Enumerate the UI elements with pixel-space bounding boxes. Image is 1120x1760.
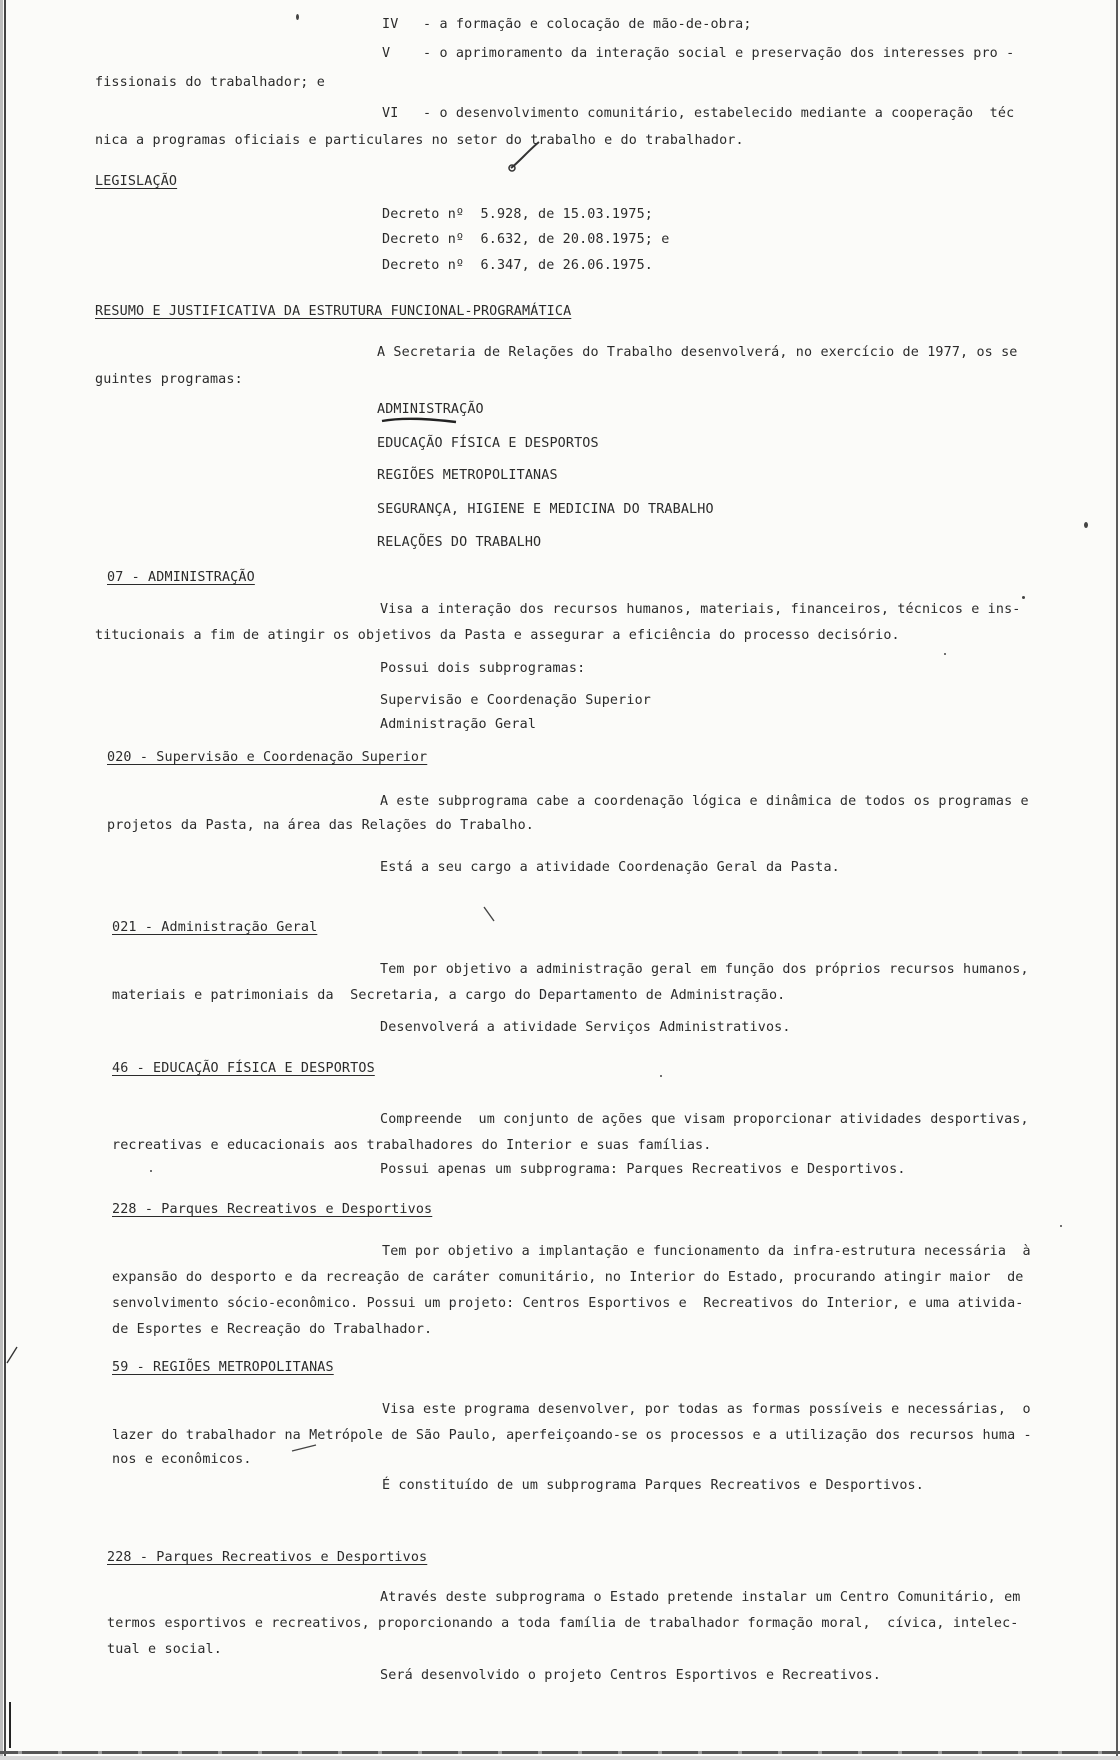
scan-bottom-shadow	[0, 1756, 1120, 1760]
para-021-cont: materiais e patrimoniais da Secretaria, a cargo do Departamento de Administração.	[112, 988, 786, 1003]
item-vi-cont: nica a programas oficiais e particulares no setor do trabalho e do trabalhador.	[95, 133, 744, 148]
program-list-item: SEGURANÇA, HIGIENE E MEDICINA DO TRABALHO	[377, 502, 714, 517]
scan-speck	[660, 1075, 662, 1077]
scan-left-shadow	[0, 0, 3, 1760]
heading-021: 021 - Administração Geral	[112, 920, 318, 935]
subprogram-item: Administração Geral	[380, 717, 537, 732]
para-228-a-cont2: senvolvimento sócio-econômico. Possui um projeto: Centros Esportivos e Recreativos do Interior, e uma ativida-	[112, 1296, 1024, 1311]
program-list-item: ADMINISTRAÇÃO	[377, 402, 484, 417]
program-list-item: EDUCAÇÃO FÍSICA E DESPORTOS	[377, 436, 599, 451]
para-228-a: Tem por objetivo a implantação e funcionamento da infra-estrutura necessária à	[382, 1244, 1031, 1259]
heading-59: 59 - REGIÕES METROPOLITANAS	[112, 1360, 334, 1375]
pen-mark-icon	[505, 138, 545, 174]
scan-speck	[1060, 1225, 1062, 1227]
para-228-b-cont2: tual e social.	[107, 1642, 222, 1657]
scan-speck	[296, 14, 299, 20]
para-59: Visa este programa desenvolver, por todas as formas possíveis e necessárias, o	[382, 1402, 1031, 1417]
para-020-cont: projetos da Pasta, na área das Relações do Trabalho.	[107, 818, 535, 833]
para-46: Compreende um conjunto de ações que visam proporcionar atividades desportivas,	[380, 1112, 1029, 1127]
heading-020: 020 - Supervisão e Coordenação Superior	[107, 750, 428, 765]
item-vi: VI - o desenvolvimento comunitário, estabelecido mediante a cooperação téc	[382, 106, 1015, 121]
para-228-b-cont1: termos esportivos e recreativos, proporcionando a toda família de trabalhador formação moral, cívica, intelec-	[107, 1616, 1019, 1631]
scan-speck	[150, 1170, 152, 1172]
resumo-para: A Secretaria de Relações do Trabalho desenvolverá, no exercício de 1977, os se	[377, 345, 1018, 360]
scan-speck	[1084, 522, 1088, 528]
stray-mark-icon	[6, 1700, 14, 1750]
stray-mark-icon	[480, 905, 500, 925]
scan-right-edge	[1116, 0, 1118, 1760]
stray-mark-icon	[290, 1441, 320, 1455]
scan-speck	[944, 653, 946, 655]
section-heading-legislacao: LEGISLAÇÃO	[95, 174, 178, 189]
para-020: A este subprograma cabe a coordenação lógica e dinâmica de todos os programas e	[380, 794, 1029, 809]
heading-07-administracao: 07 - ADMINISTRAÇÃO	[107, 570, 255, 585]
scan-speck	[1022, 596, 1025, 599]
para-228-a-cont3: de Esportes e Recreação do Trabalhador.	[112, 1322, 433, 1337]
para-228-b: Através deste subprograma o Estado pretende instalar um Centro Comunitário, em	[380, 1590, 1021, 1605]
para-59-sub: É constituído de um subprograma Parques Recreativos e Desportivos.	[382, 1478, 924, 1493]
para-228-b-final: Será desenvolvido o projeto Centros Esportivos e Recreativos.	[380, 1668, 881, 1683]
para-46-cont: recreativas e educacionais aos trabalhadores do Interior e suas famílias.	[112, 1138, 712, 1153]
program-list-item: REGIÕES METROPOLITANAS	[377, 468, 558, 483]
item-v: V - o aprimoramento da interação social e preservação dos interesses pro -	[382, 46, 1015, 61]
scan-bottom-edge	[0, 1751, 1120, 1754]
scan-left-edge	[4, 0, 6, 1760]
para-59-cont1: lazer do trabalhador na Metrópole de São Paulo, aperfeiçoando-se os processos e a utilização dos recursos huma -	[112, 1428, 1032, 1443]
para-228-a-cont1: expansão do desporto e da recreação de caráter comunitário, no Interior do Estado, procurando atingir maior de	[112, 1270, 1024, 1285]
para-46-sub: Possui apenas um subprograma: Parques Recreativos e Desportivos.	[380, 1162, 906, 1177]
decree-3: Decreto nº 6.347, de 26.06.1975.	[382, 258, 653, 273]
administracao-para: Visa a interação dos recursos humanos, materiais, financeiros, técnicos e ins-	[380, 602, 1021, 617]
resumo-para-cont: guintes programas:	[95, 372, 243, 387]
decree-1: Decreto nº 5.928, de 15.03.1975;	[382, 207, 653, 222]
underline-stroke-icon	[380, 415, 460, 425]
item-v-cont: fissionais do trabalhador; e	[95, 75, 325, 90]
para-020-activity: Está a seu cargo a atividade Coordenação Geral da Pasta.	[380, 860, 840, 875]
subprogram-item: Supervisão e Coordenação Superior	[380, 693, 651, 708]
stray-mark-icon	[5, 1345, 19, 1365]
heading-228-a: 228 - Parques Recreativos e Desportivos	[112, 1202, 433, 1217]
decree-2: Decreto nº 6.632, de 20.08.1975; e	[382, 232, 670, 247]
section-heading-resumo: RESUMO E JUSTIFICATIVA DA ESTRUTURA FUNCIONAL-PROGRAMÁTICA	[95, 304, 572, 319]
heading-228-b: 228 - Parques Recreativos e Desportivos	[107, 1550, 428, 1565]
program-list-item: RELAÇÕES DO TRABALHO	[377, 535, 542, 550]
item-iv: IV - a formação e colocação de mão-de-obra;	[382, 17, 752, 32]
subprogram-intro: Possui dois subprogramas:	[380, 661, 586, 676]
para-021-activity: Desenvolverá a atividade Serviços Administrativos.	[380, 1020, 791, 1035]
para-021: Tem por objetivo a administração geral em função dos próprios recursos humanos,	[380, 962, 1029, 977]
para-59-cont2: nos e econômicos.	[112, 1452, 252, 1467]
administracao-para-cont: titucionais a fim de atingir os objetivos da Pasta e assegurar a eficiência do processo decisório.	[95, 628, 900, 643]
heading-46: 46 - EDUCAÇÃO FÍSICA E DESPORTOS	[112, 1061, 375, 1076]
